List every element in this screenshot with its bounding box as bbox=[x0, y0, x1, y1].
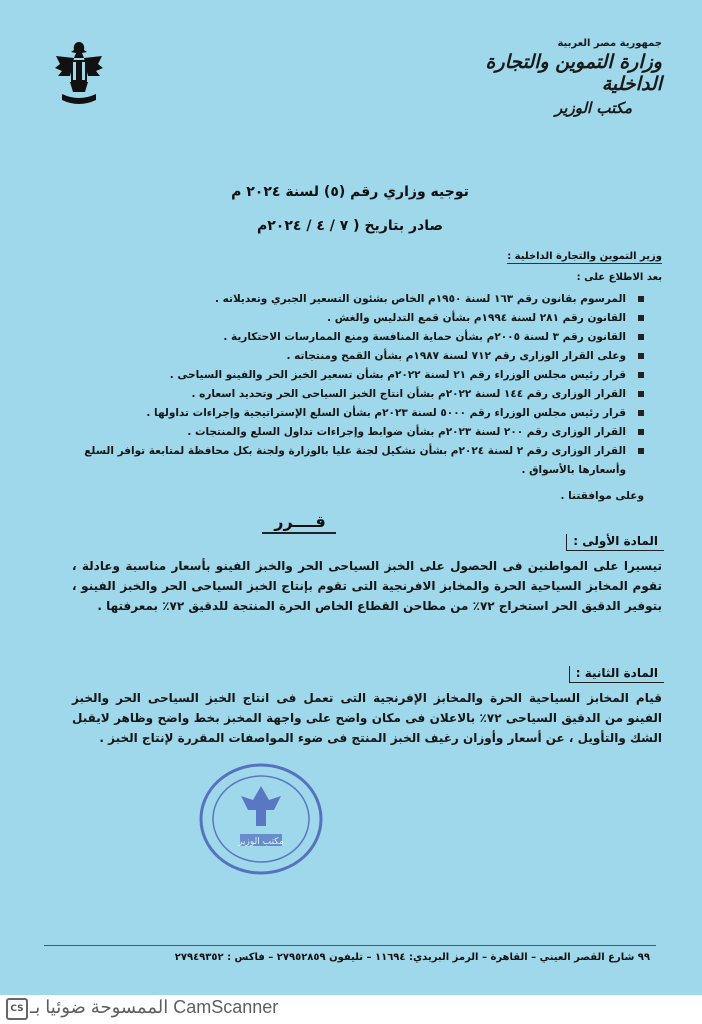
list-item: القرار الوزارى رقم ١٤٤ لسنة ٢٠٢٢م بشأن انتاج الخبز السياحى الحر وتحديد اسعاره . bbox=[34, 385, 644, 404]
bullet-icon bbox=[638, 410, 644, 416]
footer-divider bbox=[44, 945, 656, 946]
seal-label: مكتب الوزير bbox=[238, 837, 284, 847]
bullet-icon bbox=[638, 353, 644, 359]
bullet-icon bbox=[638, 448, 644, 454]
list-item: المرسوم بقانون رقم ١٦٣ لسنة ١٩٥٠م الخاص بشئون التسعير الجبري وتعديلاته . bbox=[34, 290, 644, 309]
bullet-icon bbox=[638, 391, 644, 397]
list-item: قرار رئيس مجلس الوزراء رقم ٥٠٠٠ لسنة ٢٠٢٣م بشأن السلع الإستراتيجية وإجراءات تداولها . bbox=[34, 404, 644, 423]
official-seal-stamp bbox=[196, 760, 326, 878]
egypt-eagle-emblem-icon bbox=[52, 38, 106, 110]
bullet-icon bbox=[638, 429, 644, 435]
bullet-icon bbox=[638, 372, 644, 378]
directive-date: صادر بتاريخ ( ٧ / ٤ / ٢٠٢٤م bbox=[257, 218, 443, 234]
watermark-text: الممسوحة ضوئيا بـ CamScanner bbox=[30, 997, 279, 1017]
list-item: القرار الوزارى رقم ٢٠٠ لسنة ٢٠٢٣م بشأن ضوابط وإجراءات تداول السلع والمنتجات . bbox=[34, 423, 644, 442]
article-1-heading: المادة الأولى : bbox=[566, 534, 664, 551]
bullet-icon bbox=[638, 315, 644, 321]
list-item: القرار الوزارى رقم ٢ لسنة ٢٠٢٤م بشأن تشكيل لجنة عليا بالوزارة ولجنة بكل محافظة لمتابعة توافر السلع وأسعارها بالأسواق . bbox=[34, 442, 644, 480]
republic-name: جمهورية مصر العربية bbox=[557, 38, 662, 49]
list-item: القانون رقم ٢٨١ لسنة ١٩٩٤م بشأن قمع التدليس والغش . bbox=[34, 309, 644, 328]
footer-address: ٩٩ شارع القصر العيني – القاهرة – الرمز البريدي: ١١٦٩٤ – تليفون ٢٧٩٥٢٨٥٩ – فاكس : ٢٧٩٤٩٣٥٢ bbox=[174, 952, 650, 963]
decision-underline bbox=[262, 532, 336, 534]
decision-heading: قــــرر bbox=[274, 512, 326, 531]
minister-office: مكتب الوزير bbox=[555, 99, 632, 117]
article-2-text: قيام المخابز السياحية الحرة والمخابز الإفرنجية التى تعمل فى انتاج الخبز السياحى الحر والخبز الفينو من الدقيق السياحى ٧٢٪ بالاعلان فى مكان واضح على واجهة المخبز بخط واضح وظاهر لايقبل الشك والتأويل ، عن أسعار وأوزان رغيف الخبز المنتج فى ضوء المواصفات المقررة لإنتاج الخبز . bbox=[72, 691, 663, 745]
list-item: القانون رقم ٣ لسنة ٢٠٠٥م بشأن حماية المنافسة ومنع الممارسات الاحتكارية . bbox=[34, 328, 644, 347]
camscanner-logo-icon: CS bbox=[6, 998, 28, 1020]
approval-line: وعلى موافقتنا . bbox=[560, 490, 644, 502]
ministry-header bbox=[432, 38, 662, 117]
bullet-icon bbox=[638, 334, 644, 340]
list-item: قرار رئيس مجلس الوزراء رقم ٢١ لسنة ٢٠٢٢م بشأن تسعير الخبز الحر والفينو السياحى . bbox=[34, 366, 644, 385]
ministry-name: وزارة التموين والتجارة الداخلية bbox=[485, 51, 662, 95]
article-2-heading: المادة الثانية : bbox=[569, 666, 664, 683]
minister-label: وزير التموين والتجارة الداخلية : bbox=[507, 251, 662, 262]
references-list bbox=[34, 290, 644, 480]
directive-title: توجيه وزاري رقم (٥) لسنة ٢٠٢٤ م bbox=[231, 184, 469, 200]
bullet-icon bbox=[638, 296, 644, 302]
list-item: وعلى القرار الوزارى رقم ٧١٢ لسنة ١٩٨٧م بشأن القمح ومنتجاته . bbox=[34, 347, 644, 366]
after-review-label: بعد الاطلاع على : bbox=[576, 272, 662, 283]
scanner-watermark bbox=[0, 995, 702, 1024]
article-1-text: تيسيرا على المواطنين فى الحصول على الخبز السياحى الحر والخبز الفينو بأسعار مناسبة وعادلة ، تقوم المخابز السياحية الحرة والمخابز الافرنجية التى تقوم بإنتاج الخبز السياحى الحر والخبز الفينو ، بتوفير الدقيق الحر استخراج ٧٢٪ من مطاحن القطاع الخاص الحرة المنتجة للدقيق ٧٢٪ بمعرفتها . bbox=[72, 559, 662, 613]
